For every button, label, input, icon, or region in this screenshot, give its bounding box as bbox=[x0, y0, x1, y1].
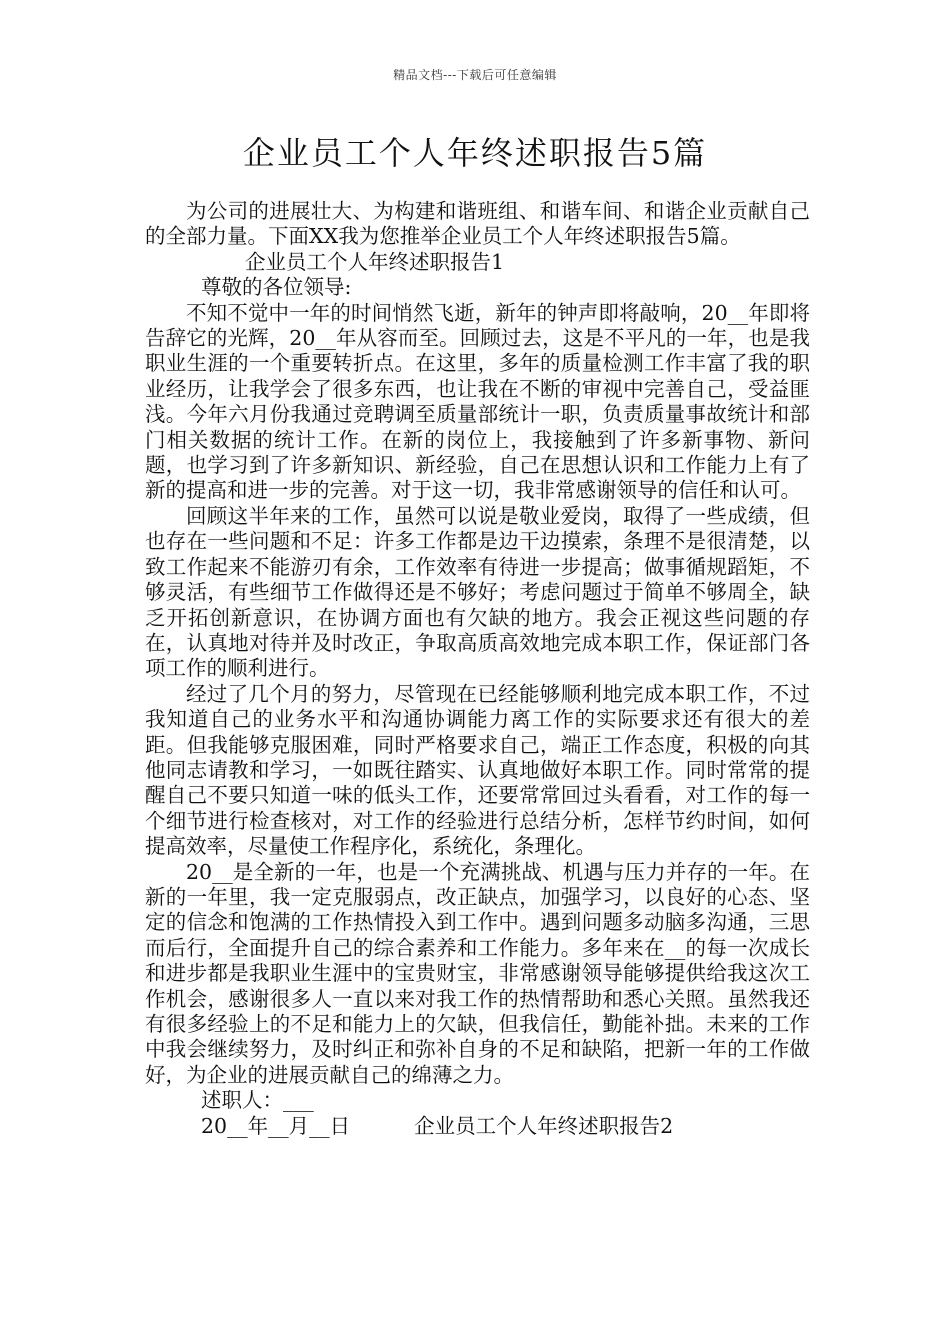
report-2-heading: 企业员工个人年终述职报告2 bbox=[414, 1113, 674, 1138]
body-paragraph-4: 20__是全新的一年，也是一个充满挑战、机遇与压力并存的一年。在新的一年里，我一定克服弱点，改正缺点，加强学习，以良好的心态、坚定的信念和饱满的工作热情投入到工作中。遇到问题多动脑多沟通，三思而后行，全面提升自己的综合素养和工作能力。多年来在__的每一次成长和进步都是我职业生涯中的宝贵财宝，非常感谢领导能够提供给我这次工作机会，感谢很多人一直以来对我工作的热情帮助和悉心关照。虽然我还有很多经验上的不足和能力上的欠缺，但我信任，勤能补拙。未来的工作中我会继续努力，及时纠正和弥补自身的不足和缺陷，把新一年的工作做好，为企业的进展贡献自己的绵薄之力。 bbox=[145, 859, 810, 1087]
report-1-heading: 企业员工个人年终述职报告1 bbox=[245, 249, 505, 274]
document-title: 企业员工个人年终述职报告5篇 bbox=[242, 134, 708, 172]
date-line bbox=[145, 1114, 810, 1139]
body-paragraph-3: 经过了几个月的努力，尽管现在已经能够顺利地完成本职工作，不过我知道自己的业务水平和沟通协调能力离工作的实际要求还有很大的差距。但我能够克服困难，同时严格要求自己，端正工作态度，积极的向其他同志请教和学习，一如既往踏实、认真地做好本职工作。同时常常的提醒自己不要只知道一味的低头工作，还要常常回过头看看，对工作的每一个细节进行检查核对，对工作的经验进行总结分析，怎样节约时间，如何提高效率，尽量使工作程序化，系统化，条理化。 bbox=[145, 681, 810, 859]
signer-line: 述职人：___ bbox=[201, 1088, 314, 1113]
header-note: 精品文档---下载后可任意编辑 bbox=[393, 68, 557, 82]
intro-paragraph: 为公司的进展壮大、为构建和谐班组、和谐车间、和谐企业贡献自己的全部力量。下面XX我为您推举企业员工个人年终述职报告5篇。 bbox=[145, 199, 810, 249]
body-paragraph-2: 回顾这半年来的工作，虽然可以说是敬业爱岗，取得了一些成绩，但也存在一些问题和不足：许多工作都是边干边摸索，条理不是很清楚，以致工作起来不能游刃有余，工作效率有待进一步提高；做事循规蹈矩，不够灵活，有些细节工作做得还是不够好；考虑问题过于简单不够周全，缺乏开拓创新意识，在协调方面也有欠缺的地方。我会正视这些问题的存在，认真地对待并及时改正，争取高质高效地完成本职工作，保证部门各项工作的顺利进行。 bbox=[145, 503, 810, 681]
body-paragraph-1: 不知不觉中一年的时间悄然飞逝，新年的钟声即将敲响，20__年即将告辞它的光辉，20__年从容而至。回顾过去，这是不平凡的一年，也是我职业生涯的一个重要转折点。在这里，多年的质量检测工作丰富了我的职业经历，让我学会了很多东西，也让我在不断的审视中完善自己，受益匪浅。今年六月份我通过竞聘调至质量部统计一职，负责质量事故统计和部门相关数据的统计工作。在新的岗位上，我接触到了许多新事物、新问题，也学习到了许多新知识、新经验，自己在思想认识和工作能力上有了新的提高和进一步的完善。对于这一切，我非常感谢领导的信任和认可。 bbox=[145, 300, 810, 503]
salutation: 尊敬的各位领导: bbox=[201, 275, 352, 300]
report-date: 20__年__月__日 bbox=[201, 1113, 351, 1138]
document-body bbox=[145, 199, 810, 1139]
